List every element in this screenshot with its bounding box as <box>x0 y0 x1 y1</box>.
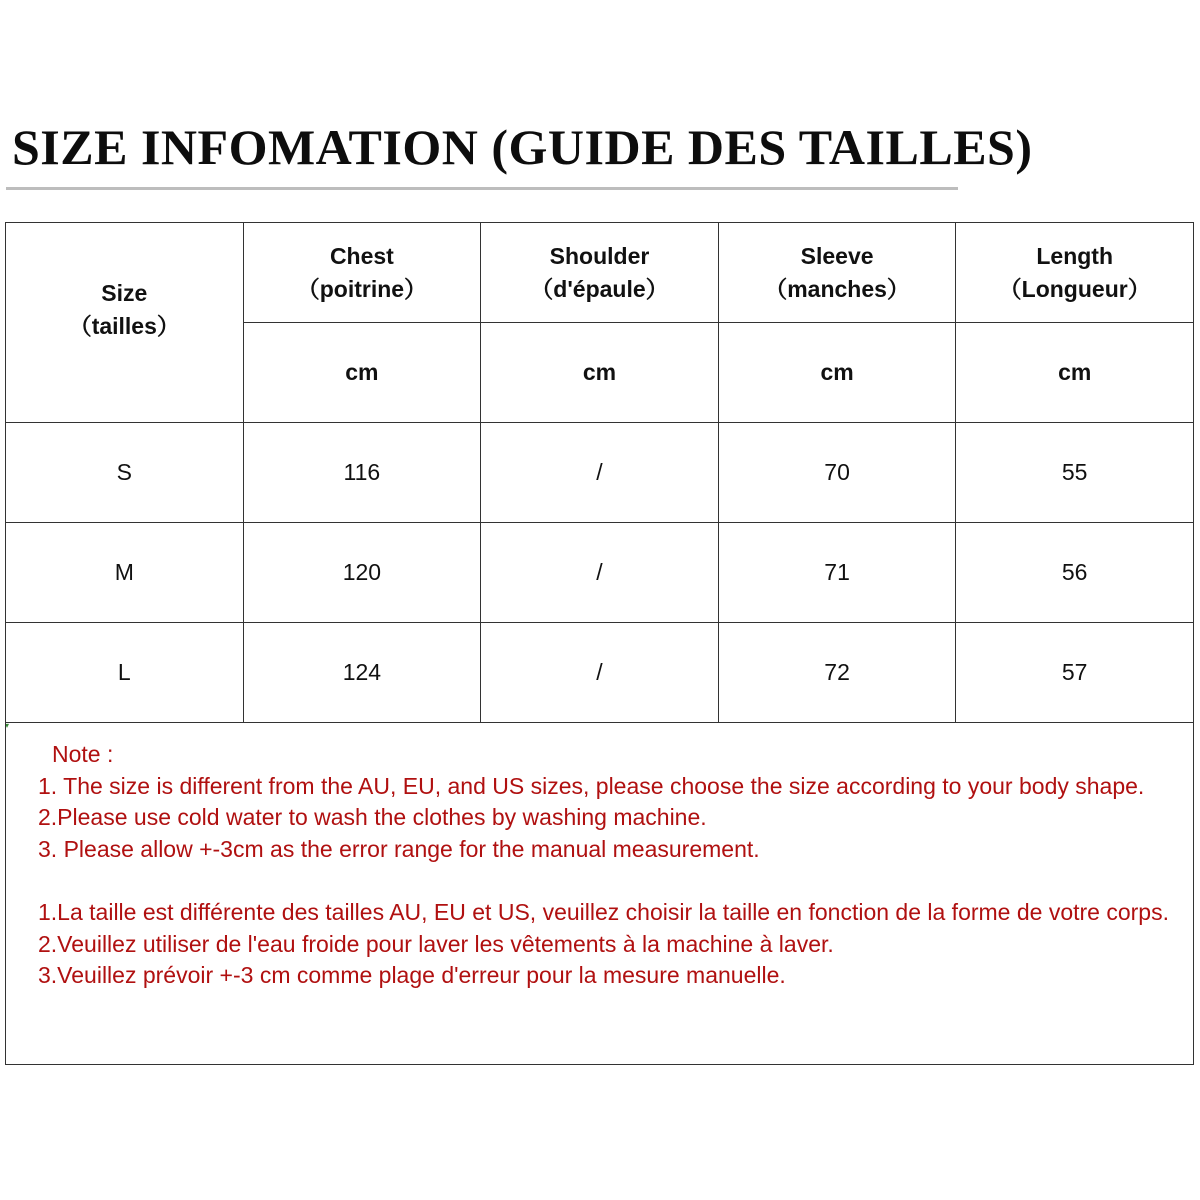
shoulder-cell: / <box>481 423 719 523</box>
header-shoulder-label: Shoulder <box>549 242 650 269</box>
header-size-label: Size <box>101 279 148 306</box>
notes-box <box>5 723 1194 1065</box>
unit-cell: cm <box>243 323 481 423</box>
sleeve-cell: 72 <box>718 623 956 723</box>
note-fr-1: 1.La taille est différente des tailles AU, EU et US, veuillez choisir la taille en fonction de la forme de votre corps. <box>38 898 1169 925</box>
header-sleeve-label-fr: （manches） <box>764 275 910 302</box>
table-row <box>6 523 1194 623</box>
page-title: SIZE INFOMATION (GUIDE DES TAILLES) <box>12 119 1033 175</box>
length-cell: 56 <box>956 523 1194 623</box>
sleeve-cell: 71 <box>718 523 956 623</box>
header-chest <box>243 223 481 323</box>
size-cell: S <box>6 423 244 523</box>
sleeve-cell: 70 <box>718 423 956 523</box>
shoulder-cell: / <box>481 623 719 723</box>
chest-cell: 116 <box>243 423 481 523</box>
table-header-row <box>6 223 1194 323</box>
header-size <box>6 223 244 423</box>
header-length <box>956 223 1194 323</box>
chest-cell: 120 <box>243 523 481 623</box>
header-sleeve-label: Sleeve <box>800 242 874 269</box>
header-length-label: Length <box>1036 242 1114 269</box>
table-row <box>6 423 1194 523</box>
header-sleeve <box>718 223 956 323</box>
header-shoulder-label-fr: （d'épaule） <box>530 275 669 302</box>
note-en-3: 3. Please allow +-3cm as the error range for the manual measurement. <box>38 835 760 862</box>
length-cell: 55 <box>956 423 1194 523</box>
header-chest-label: Chest <box>329 242 394 269</box>
size-table <box>5 222 1194 723</box>
unit-cell: cm <box>718 323 956 423</box>
header-chest-label-fr: （poitrine） <box>296 275 428 302</box>
notes-spacer <box>38 865 1188 897</box>
note-fr-3: 3.Veuillez prévoir +-3 cm comme plage d'erreur pour la mesure manuelle. <box>38 962 786 989</box>
header-length-label-fr: （Longueur） <box>998 275 1151 302</box>
note-en-1: 1. The size is different from the AU, EU, and US sizes, please choose the size according to your body shape. <box>38 772 1145 799</box>
shoulder-cell: / <box>481 523 719 623</box>
chest-cell: 124 <box>243 623 481 723</box>
header-shoulder <box>481 223 719 323</box>
header-size-label-fr: （tailles） <box>68 312 180 339</box>
notes-heading: Note : <box>52 741 114 767</box>
note-en-2: 2.Please use cold water to wash the clothes by washing machine. <box>38 804 707 831</box>
corner-mark: ▾ <box>5 721 10 730</box>
note-fr-2: 2.Veuillez utiliser de l'eau froide pour laver les vêtements à la machine à laver. <box>38 930 834 957</box>
notes-text <box>38 739 1188 992</box>
unit-cell: cm <box>481 323 719 423</box>
size-cell: M <box>6 523 244 623</box>
table-row <box>6 623 1194 723</box>
size-cell: L <box>6 623 244 723</box>
length-cell: 57 <box>956 623 1194 723</box>
title-divider <box>6 187 958 190</box>
unit-cell: cm <box>956 323 1194 423</box>
